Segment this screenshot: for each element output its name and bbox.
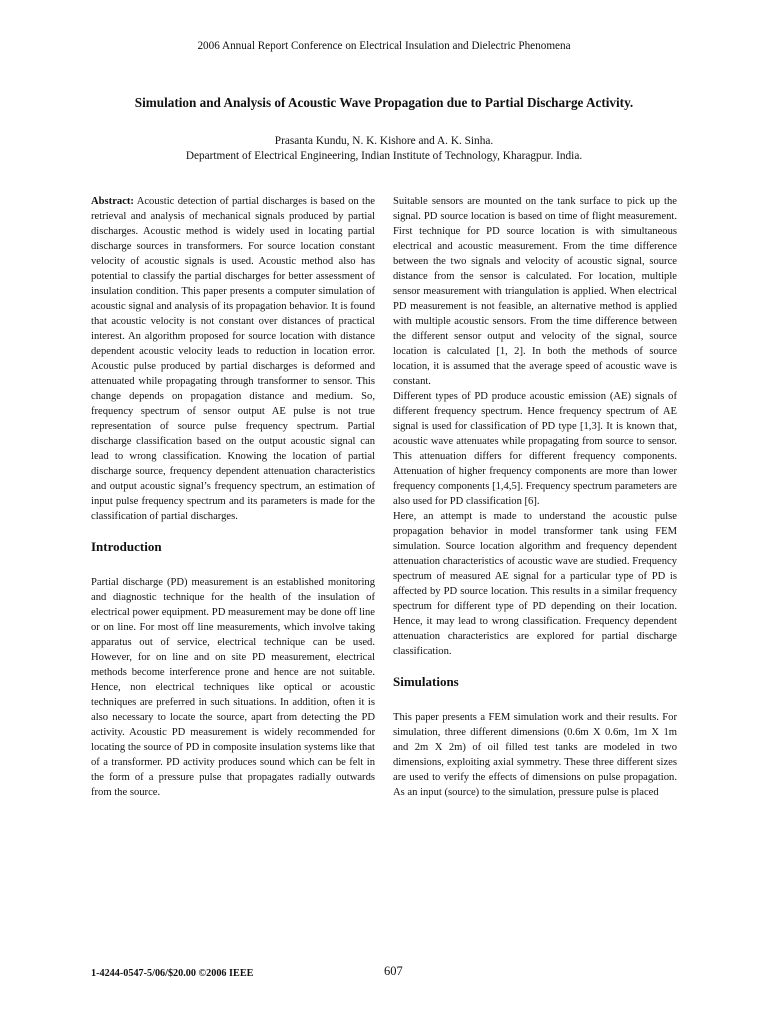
introduction-paragraph-1-continued: Suitable sensors are mounted on the tank surface to pick up the signal. PD source location is based on time of flight measurement. First technique for PD source location is with simultaneous electrical and acoustic measurement. From the time difference between the two signals and velocity of acoustic signal, source distance from the sensor is calculated. For location, multiple sensor measurement with triangulation is applied. When electrical PD measurement is not feasible, an alternative method is applied with multiple acoustic sensors. From the time difference between the different sensor output and velocity of the signal, source location is calculated [1, 2]. In both the methods of source location, it is assumed that the average speed of acoustic wave is constant. [393,196,677,387]
paper-affiliation: Department of Electrical Engineering, Indian Institute of Technology, Kharagpur. India. [185,150,583,162]
abstract-text: Acoustic detection of partial discharges is based on the retrieval and analysis of mechanical signals produced by partial discharges. Acoustic method is widely used in locating partial discharge sources in transformers. For source location constant velocity of acoustic signals is used. Acoustic method also has potential to classify the partial discharges for better assessment of insulation condition. This paper presents a computer simulation of acoustic signal and analysis of its propagation behavior. It is found that acoustic velocity is not constant over distances of practical interest. An algorithm proposed for source location with distance dependent acoustic velocity leads to reduction in location error. Acoustic pulse produced by partial discharges is deformed and attenuated while propagating through transformer to sensor. This change depends on propagation distance and medium. So, frequency spectrum of sensor output AE pulse is not true representation of source pulse frequency spectrum. Partial discharge classification based on the output acoustic signal can lead to wrong classification. Knowing the location of partial discharge source, frequency dependent attenuation characteristics and output acoustic signal’s frequency spectrum, an estimation of input pulse frequency spectrum and its parameters is made for the classification of partial discharges. [91,196,375,522]
right-column [393,194,677,800]
paper-title: Simulation and Analysis of Acoustic Wave Propagation due to Partial Discharge Activity. [134,95,634,110]
paper-authors: Prasanta Kundu, N. K. Kishore and A. K. Sinha. [274,135,494,147]
conference-header: 2006 Annual Report Conference on Electrical Insulation and Dielectric Phenomena [197,40,571,52]
simulations-heading: Simulations [393,674,459,689]
page-number: 607 [384,964,403,978]
abstract-label: Abstract: [91,196,134,207]
introduction-paragraph-3: Here, an attempt is made to understand the acoustic pulse propagation behavior in model transformer tank using FEM simulation. Source location algorithm and frequency dependent attenuation characteristics of acoustic wave are studied. Frequency spectrum of measured AE signal for a particular type of PD is affected by PD source location. This results in a similar frequency spectrum for different type of PD depending on their location. Hence, it may lead to wrong classification. Frequency dependent attenuation characteristics are explored for partial discharge classification. [393,511,677,657]
simulations-paragraph-1: This paper presents a FEM simulation work and their results. For simulation, three different dimensions (0.6m X 0.6m, 1m X 1m and 2m X 2m) of oil filled test tanks are modeled in two dimensions, exploiting axial symmetry. These three different sizes are used to verify the effects of dimensions on pulse propagation. As an input (source) to the simulation, pressure pulse is placed [393,712,677,798]
copyright-line: 1-4244-0547-5/06/$20.00 ©2006 IEEE [91,968,254,979]
introduction-paragraph-2: Different types of PD produce acoustic emission (AE) signals of different frequency spectrum. Hence frequency spectrum of AE signal is used for classification of PD type [1,3]. It is known that, acoustic wave attenuates while propagating from source to sensor. This attenuation differs for different frequency components. Attenuation of higher frequency components are more than lower frequency components [1,4,5]. Frequency spectrum parameters are also used for PD classification [6]. [393,391,677,507]
abstract-paragraph [91,194,375,524]
left-column [91,194,375,800]
introduction-paragraph-1: Partial discharge (PD) measurement is an established monitoring and diagnostic technique for the health of the insulation of electrical power equipment. PD measurement may be done off line or on line. For most off line measurements, which involve taking apparatus out of service, electrical technique can be used. However, for on line and on site PD measurement, electrical methods become interference prone and hence are not suitable. Hence, non electrical techniques like optical or acoustic techniques are preferred in such situations. In addition, often it is also necessary to locate the source, apart from detecting the PD activity. Acoustic PD measurement is widely recommended for locating the source of PD in composite insulation systems like that of a transformer. PD activity produces sound which can be felt in the form of a pressure pulse that propagates radially outwards from the source. [91,577,375,798]
introduction-heading: Introduction [91,539,162,554]
